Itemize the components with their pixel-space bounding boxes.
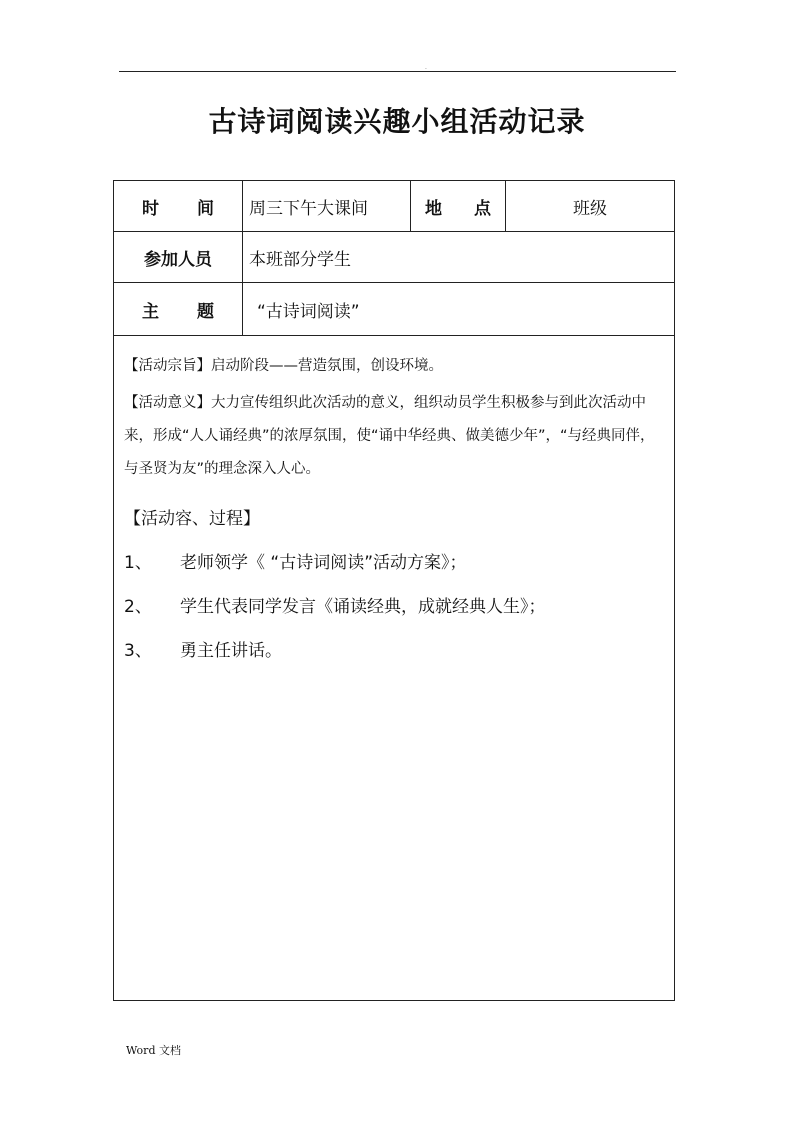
header-rule (119, 71, 676, 72)
purpose-paragraph (124, 350, 666, 383)
time-label-a: 时 (142, 198, 159, 219)
time-value: 周三下午大课间 (243, 181, 411, 232)
content-cell (114, 336, 675, 1001)
item-number: 1、 (124, 553, 152, 573)
meaning-paragraph (124, 387, 666, 486)
table-row-content (114, 336, 675, 1001)
participants-value: 本班部分学生 (243, 232, 675, 283)
meaning-text: 大力宣传组织此次活动的意义，组织动员学生积极参与到此次活动中来，形成“人人诵经典”的浓厚氛围，使“诵中华经典、做美德少年”，“与经典同伴，与圣贤为友”的理念深入人心。 (124, 395, 655, 477)
purpose-text: 启动阶段——营造氛围，创设环境。 (211, 358, 443, 374)
place-label-b: 点 (474, 198, 491, 219)
item-text: 学生代表同学发言《诵读经典，成就经典人生》； (180, 597, 546, 617)
purpose-tag: 【活动宗旨】 (124, 358, 211, 374)
time-label-b: 间 (197, 198, 214, 219)
table-row-theme (114, 283, 675, 336)
document-title: 古诗词阅读兴趣小组活动记录 (208, 105, 586, 138)
place-value: 班级 (506, 181, 675, 232)
item-text: 老师领学《 “古诗词阅读”活动方案》； (180, 553, 467, 573)
meaning-tag: 【活动意义】 (124, 395, 211, 411)
item-text: 勇主任讲话。 (180, 641, 282, 661)
theme-label-cell (114, 283, 243, 336)
participants-label: 参加人员 (114, 232, 243, 283)
list-item (124, 636, 666, 666)
theme-value: “古诗词阅读” (243, 283, 675, 336)
activity-record-table (113, 180, 675, 1001)
item-number: 2、 (124, 597, 152, 617)
page-footer: Word 文档 (126, 1044, 181, 1057)
theme-label-b: 题 (197, 301, 214, 322)
list-item (124, 548, 666, 578)
list-item (124, 592, 666, 622)
place-label-cell (411, 181, 506, 232)
table-row-participants (114, 232, 675, 283)
table-row-time (114, 181, 675, 232)
item-number: 3、 (124, 641, 152, 661)
header-dot: . (425, 64, 427, 71)
theme-label-a: 主 (142, 301, 159, 322)
process-heading: 【活动容、过程】 (124, 509, 260, 529)
time-label-cell (114, 181, 243, 232)
place-label-a: 地 (425, 198, 442, 219)
